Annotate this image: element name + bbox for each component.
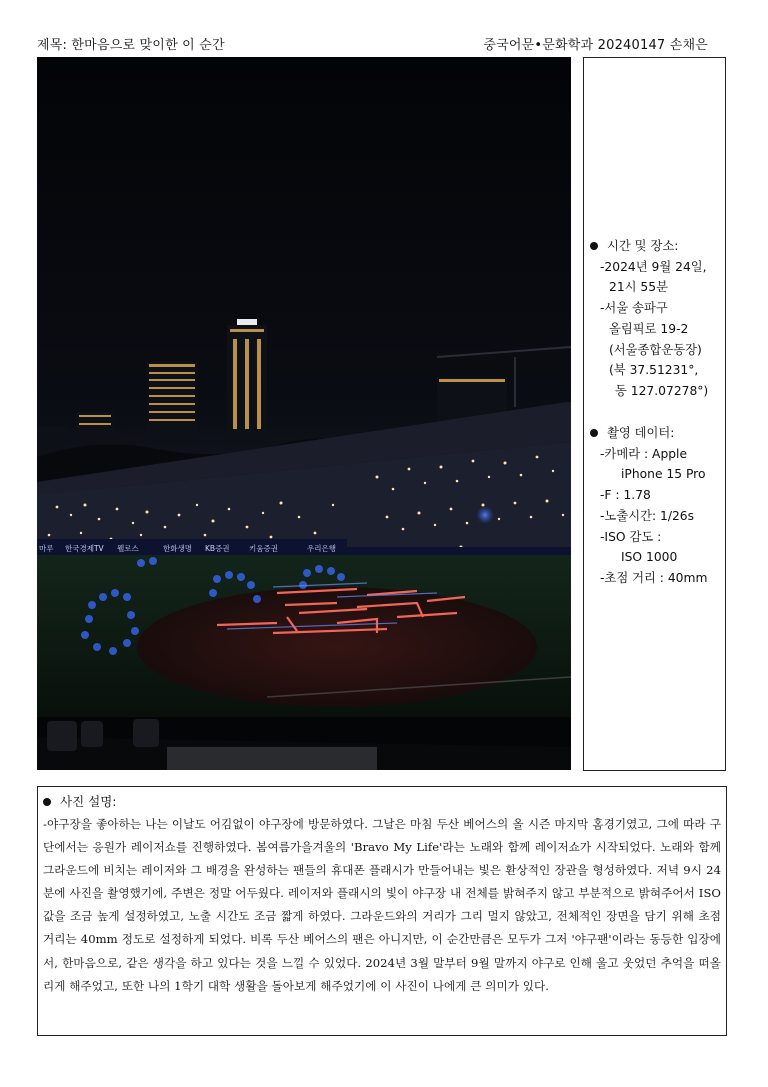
info-line: 올림픽로 19-2: [609, 321, 689, 336]
time-place-heading: 시간 및 장소:: [607, 239, 679, 253]
info-line: (북 37.51231°,: [609, 363, 699, 378]
info-line: iPhone 15 Pro: [621, 467, 706, 482]
stadium-photo: [37, 57, 571, 770]
info-line: -ISO 감도 :: [600, 529, 662, 544]
photo-info-panel: [583, 57, 726, 771]
bullet-icon: [43, 798, 51, 806]
description-body: -야구장을 좋아하는 나는 이날도 어김없이 야구장에 방문하였다. 그날은 마침 두산 베어스의 올 시즌 마지막 홈경기였고, 그에 따라 구단에서는 응원가 레이저쇼를 진행하였다. 봄여름가을겨울의 'Bravo My Life'라는 노래와 함께 레이저쇼가 시작되었다. 노래와 함께 그라운드에 비치는 레이저와 그 배경을 완성하는 팬들의 휴대폰 플래시가 만들어내는 빛은 환상적인 장관을 형성하였다. 저녁 9시 24분에 사진을 촬영했기에, 주변은 정말 어두웠다. 레이저와 플래시의 빛이 야구장 내 전체를 밝혀주지 않고 부분적으로 밝혀주어서 ISO 값을 조금 높게 설정하였고, 노출 시간도 조금 짧게 하였다. 그라운드와의 거리가 그리 멀지 않았고, 전체적인 장면을 담기 위해 초점 거리는 40mm 정도로 설정하게 되었다. 비록 두산 베어스의 팬은 아니지만, 이 순간만큼은 모두가 그저 '야구팬'이라는 동등한 입장에서, 한마음으로, 같은 생각을 하고 있다는 것을 느낄 수 있었다. 2024년 3월 말부터 9월 말까지 야구로 인해 울고 웃었던 추억을 떠올리게 해주었고, 또한 나의 1학기 대학 생활을 돌아보게 해주었기에 이 사진이 나에게 큰 의미가 있다.: [43, 817, 721, 993]
bullet-icon: [590, 242, 598, 250]
author-info: 중국어문•문화학과 20240147 손채은: [483, 38, 708, 53]
info-line: ISO 1000: [621, 550, 678, 565]
shooting-data-section: [588, 423, 728, 589]
info-line: -노출시간: 1/26s: [600, 508, 695, 523]
shooting-heading: 촬영 데이터:: [607, 426, 675, 440]
info-line: -카메라 : Apple: [600, 446, 688, 461]
bullet-icon: [590, 429, 598, 437]
ad-board-label: 웰로스: [117, 544, 139, 553]
info-line: 21시 55분: [609, 280, 668, 295]
info-line: -F : 1.78: [600, 488, 651, 503]
time-place-section: [588, 236, 728, 402]
description-heading: 사진 설명:: [60, 794, 117, 809]
ad-board-label: KB증권: [205, 544, 230, 553]
info-line: -초점 거리 : 40mm: [600, 570, 708, 585]
ad-board-label: 한화생명: [163, 544, 192, 553]
ad-board-label: 마루: [39, 544, 54, 553]
ad-board-label: 우리은행: [307, 544, 336, 553]
info-line: (서울종합운동장): [609, 342, 702, 357]
ad-board-label: 한국경제TV: [65, 544, 104, 553]
info-line: 동 127.07278°): [615, 383, 709, 398]
info-line: -서울 송파구: [600, 301, 668, 316]
photo-description-panel: [37, 786, 727, 1036]
document-title: 제목: 한마음으로 맞이한 이 순간: [37, 38, 225, 53]
ad-board-label: 키움증권: [249, 544, 278, 553]
stadium-night-scene: [37, 57, 571, 770]
info-line: -2024년 9월 24일,: [600, 259, 707, 274]
